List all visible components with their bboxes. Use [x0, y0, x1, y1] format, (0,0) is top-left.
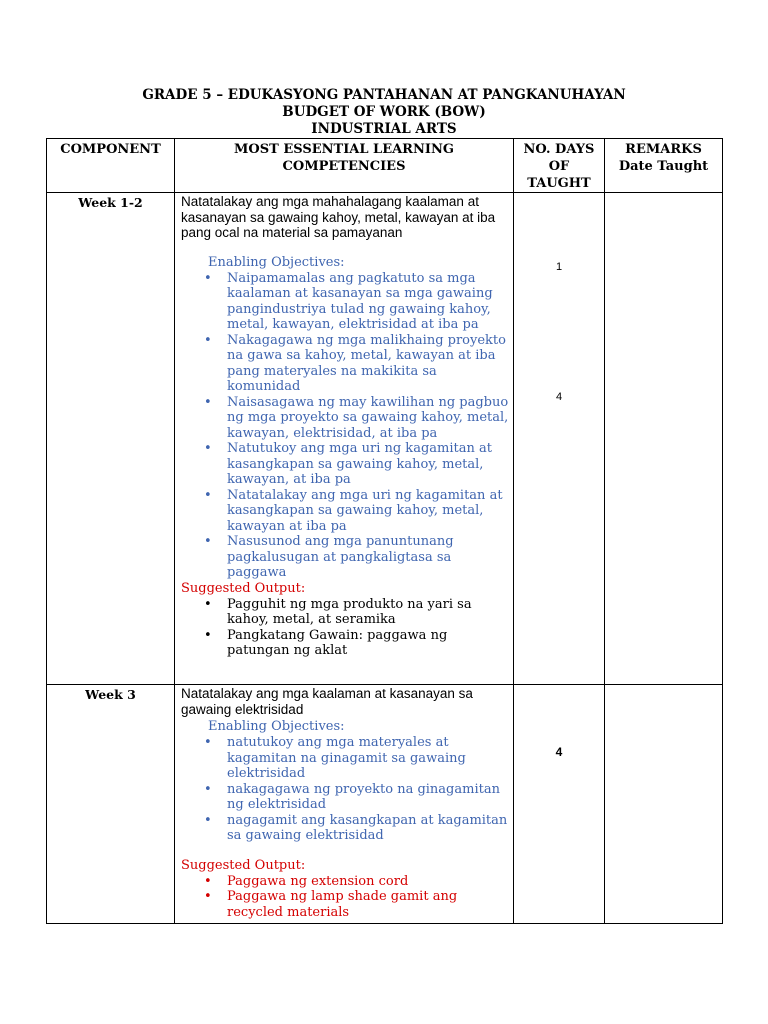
week-cell: Week 1-2 [47, 193, 175, 685]
column-header-competencies: MOST ESSENTIAL LEARNING COMPETENCIES [175, 139, 514, 193]
budget-of-work-table [46, 138, 723, 924]
days-cell [514, 193, 605, 685]
objectives-list [181, 271, 509, 581]
enabling-objectives-label: Enabling Objectives: [208, 254, 345, 270]
suggested-output-label: Suggested Output: [181, 580, 306, 596]
days-cell [514, 685, 605, 924]
list-item: • Pangkatang Gawain: paggawa ng patungan ng aklat [181, 628, 509, 659]
column-header-days: NO. DAYS OF TAUGHT [514, 139, 605, 193]
list-item: • Naipamamalas ang pagkatuto sa mga kaalaman at kasanayan sa mga gawaing pangindustriya tulad ng gawaing kahoy, metal, kawayan, elektrisidad at iba pa [181, 271, 509, 333]
objectives-list [181, 735, 509, 844]
header-subtitle: BUDGET OF WORK (BOW) [282, 104, 486, 120]
days-value: 4 [555, 745, 563, 759]
week-cell: Week 3 [47, 685, 175, 924]
document-header [0, 87, 768, 138]
list-item: • Natatalakay ang mga uri ng kagamitan at kasangkapan sa gawaing kahoy, metal, kawayan at iba pa [181, 488, 509, 535]
list-item: • Paggawa ng extension cord [181, 874, 509, 890]
list-item: • Pagguhit ng mga produkto na yari sa kahoy, metal, at seramika [181, 597, 509, 628]
header-title: GRADE 5 – EDUKASYONG PANTAHANAN AT PANGKANUHAYAN [142, 87, 626, 103]
outputs-list [181, 874, 509, 921]
suggested-output-label: Suggested Output: [181, 857, 306, 873]
list-item: • Paggawa ng lamp shade gamit ang recycled materials [181, 889, 509, 920]
list-item: • Nakagagawa ng mga malikhaing proyekto na gawa sa kahoy, metal, kawayan at iba pang materyales na makikita sa komunidad [181, 333, 509, 395]
table-row [47, 193, 723, 685]
competencies-cell [175, 193, 514, 685]
days-value: 4 [555, 391, 563, 403]
list-item: • natutukoy ang mga materyales at kagamitan na ginagamit sa gawaing elektrisidad [181, 735, 509, 782]
enabling-objectives-label: Enabling Objectives: [208, 719, 345, 734]
list-item: • Natutukoy ang mga uri ng kagamitan at kasangkapan sa gawaing kahoy, metal, kawayan, at iba pa [181, 441, 509, 488]
column-header-component: COMPONENT [47, 139, 175, 193]
header-subject: INDUSTRIAL ARTS [311, 121, 457, 137]
remarks-cell [605, 193, 723, 685]
table-header-row [47, 139, 723, 193]
competency-intro: Natatalakay ang mga kaalaman at kasanayan sa gawaing elektrisidad [181, 686, 473, 717]
days-value: 1 [555, 261, 563, 273]
table-row [47, 685, 723, 924]
remarks-cell [605, 685, 723, 924]
list-item: • nagagamit ang kasangkapan at kagamitan sa gawaing elektrisidad [181, 813, 509, 844]
list-item: • Naisasagawa ng may kawilihan ng pagbuo ng mga proyekto sa gawaing kahoy, metal, kawayan, elektrisidad, at iba pa [181, 395, 509, 442]
column-header-remarks: REMARKS Date Taught [605, 139, 723, 193]
outputs-list [181, 597, 509, 659]
list-item: • Nasusunod ang mga panuntunang pagkalusugan at pangkaligtasa sa paggawa [181, 534, 509, 581]
competencies-cell [175, 685, 514, 924]
list-item: • nakagagawa ng proyekto na ginagamitan ng elektrisidad [181, 782, 509, 813]
competency-intro: Natatalakay ang mga mahahalagang kaalaman at kasanayan sa gawaing kahoy, metal, kawayan at iba pang ocal na material sa pamayanan [181, 194, 496, 240]
